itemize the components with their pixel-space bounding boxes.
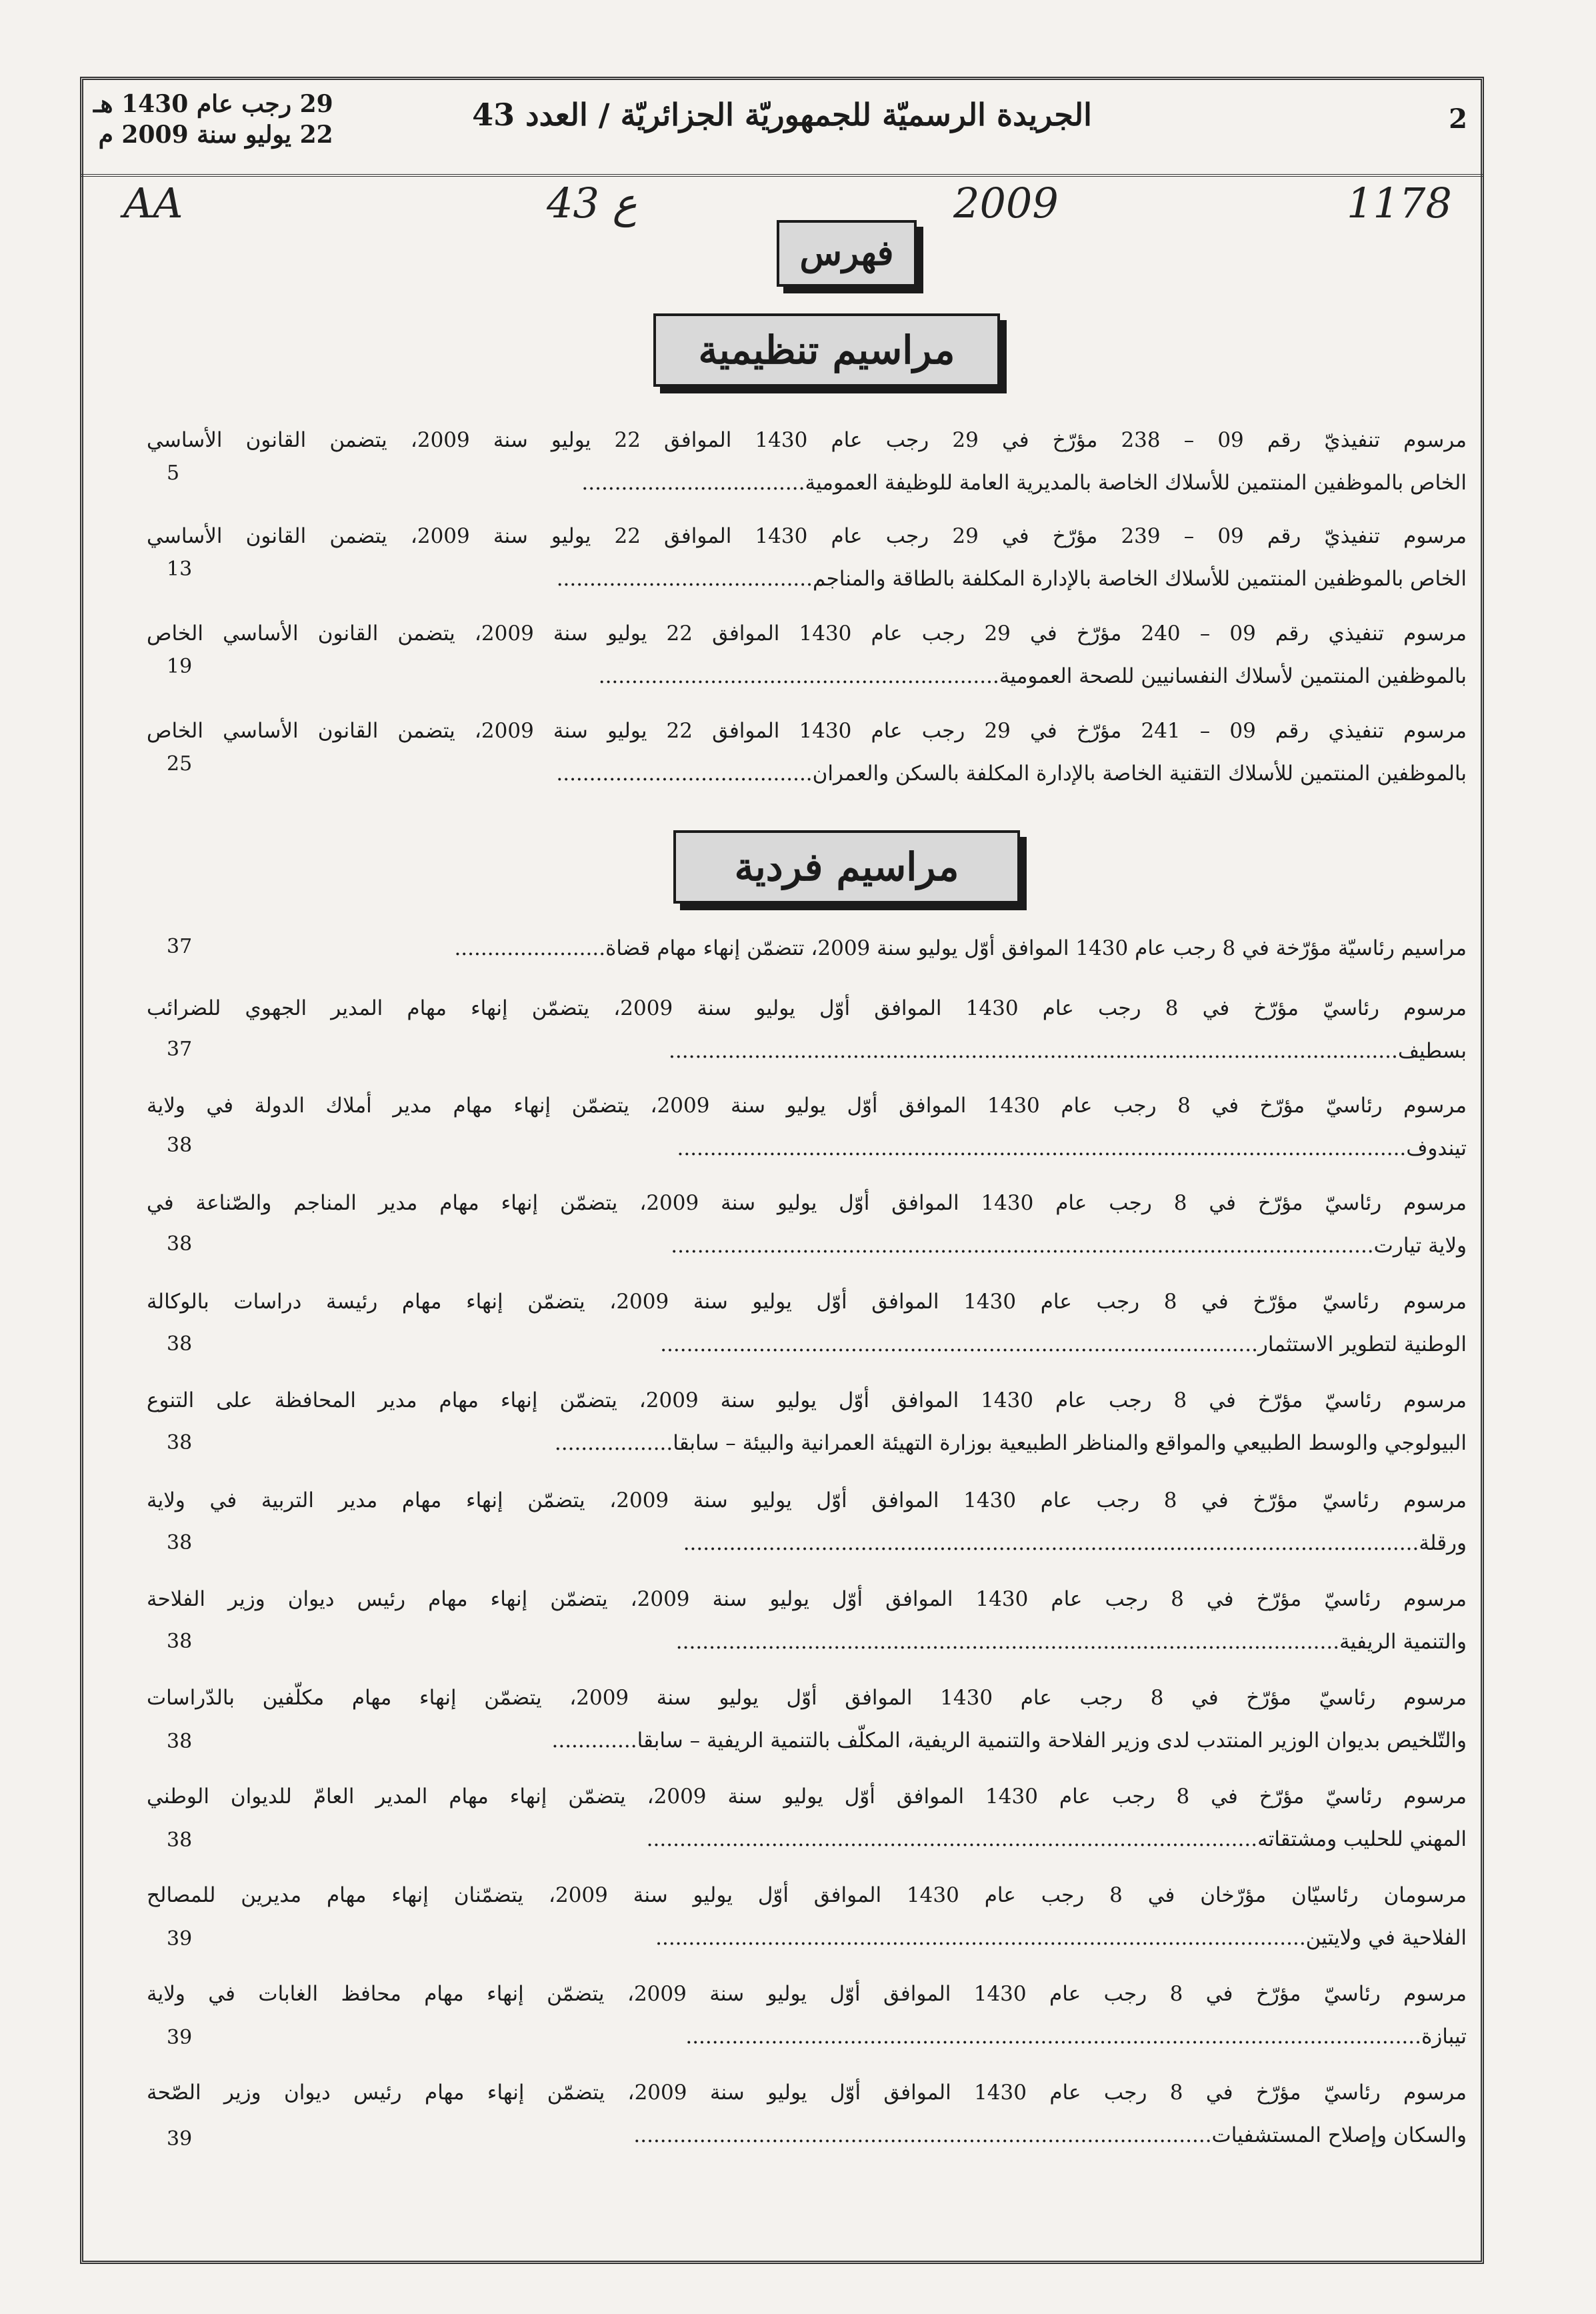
handwritten-note-3: 2009 <box>953 179 1059 227</box>
toc-entry <box>147 2071 1467 2157</box>
index-title: فهرس <box>777 220 917 287</box>
entry-line: مرسوم رئاسيّ مؤرّخ في 8 رجب عام 1430 الموافق أوّل يوليو سنة 2009، يتضمّن إنهاء مهام رئيس ديوان وزير الصّحة <box>147 2081 1467 2105</box>
entry-line: والسكان وإصلاح المستشفيات........................................................................................ <box>633 2123 1467 2147</box>
entry-line: الوطنية لتطوير الاستثمار........................................................................................... <box>660 1332 1467 1356</box>
toc-entry <box>147 1578 1467 1663</box>
toc-entry <box>147 710 1467 795</box>
entry-page-number: 37 <box>167 1038 193 1061</box>
entry-line: مرسوم رئاسيّ مؤرّخ في 8 رجب عام 1430 الموافق أوّل يوليو سنة 2009، يتضمّن إنهاء مهام المدير الجهوي للضرائب <box>147 996 1467 1020</box>
entry-line: مرسوم رئاسيّ مؤرّخ في 8 رجب عام 1430 الموافق أوّل يوليو سنة 2009، يتضمّن إنهاء مهام محافظ الغابات في ولاية <box>147 1982 1467 2006</box>
section-title-regulatory: مراسيم تنظيمية <box>653 313 1000 387</box>
toc-entry <box>147 927 1467 970</box>
entry-line: بالموظفين المنتمين لأسلاك النفسانيين للصحة العمومية............................................................. <box>598 664 1467 688</box>
handwritten-note-1: AA <box>123 179 183 227</box>
entry-page-number: 38 <box>167 1730 193 1753</box>
entry-line: تيندوف............................................................................................................... <box>677 1136 1467 1160</box>
entry-line: بالموظفين المنتمين للأسلاك التقنية الخاصة بالإدارة المكلفة بالسكن والعمران....................................... <box>556 762 1467 786</box>
entry-page-number: 37 <box>167 935 193 958</box>
entry-line: مراسيم رئاسيّة مؤرّخة في 8 رجب عام 1430 الموافق أوّل يوليو سنة 2009، تتضمّن إنهاء مهام قضاة....................... <box>454 936 1467 960</box>
entry-line: مرسوم رئاسيّ مؤرّخ في 8 رجب عام 1430 الموافق أوّل يوليو سنة 2009، يتضمّن إنهاء مهام رئيسة دراسات بالوكالة <box>147 1290 1467 1314</box>
entry-page-number: 38 <box>167 1531 193 1554</box>
entry-line: مرسوم تنفيذيّ رقم 09 – 238 مؤرّخ في 29 رجب عام 1430 الموافق 22 يوليو سنة 2009، يتضمن القانون الأساسي <box>147 428 1467 452</box>
toc-entry <box>147 515 1467 600</box>
entry-line: تيبازة................................................................................................................ <box>685 2025 1467 2049</box>
toc-entry <box>147 1479 1467 1564</box>
toc-entry <box>147 1775 1467 1861</box>
entry-line: مرسوم تنفيذيّ رقم 09 – 239 مؤرّخ في 29 رجب عام 1430 الموافق 22 يوليو سنة 2009، يتضمن القانون الأساسي <box>147 524 1467 548</box>
header-date-gregorian: 22 يوليو سنة 2009 م <box>98 121 333 149</box>
toc-entry <box>147 419 1467 504</box>
entry-page-number: 38 <box>167 1829 193 1852</box>
entry-page-number: 38 <box>167 1332 193 1356</box>
header-title: الجريدة الرسميّة للجمهوريّة الجزائريّة / العدد 43 <box>472 97 1092 133</box>
toc-entry <box>147 1084 1467 1170</box>
entry-line: بسطيف............................................................................................................... <box>669 1039 1467 1063</box>
entry-line: المهني للحليب ومشتقاته............................................................................................. <box>646 1827 1467 1851</box>
toc-entry <box>147 1973 1467 2058</box>
section-title-individual: مراسيم فردية <box>673 830 1020 904</box>
entry-line: الخاص بالموظفين المنتمين للأسلاك الخاصة بالمديرية العامة للوظيفة العمومية.................................. <box>581 471 1467 495</box>
entry-line: الخاص بالموظفين المنتمين للأسلاك الخاصة بالإدارة المكلفة بالطاقة والمناجم....................................... <box>556 567 1467 591</box>
entry-line: مرسوم رئاسيّ مؤرّخ في 8 رجب عام 1430 الموافق أوّل يوليو سنة 2009، يتضمّن إنهاء مهام مدير أملاك الدولة في ولاية <box>147 1094 1467 1118</box>
toc-entry <box>147 1280 1467 1366</box>
entry-line: ورقلة................................................................................................................ <box>683 1531 1467 1555</box>
entry-page-number: 38 <box>167 1431 193 1454</box>
entry-line: ولاية تيارت........................................................................................................... <box>671 1234 1467 1258</box>
toc-entry <box>147 1379 1467 1464</box>
header-page-number: 2 <box>1449 103 1467 135</box>
entry-line: مرسوم تنفيذي رقم 09 – 240 مؤرّخ في 29 رجب عام 1430 الموافق 22 يوليو سنة 2009، يتضمن القانون الأساسي الخاص <box>147 622 1467 646</box>
page-header <box>80 77 1484 177</box>
entry-page-number: 38 <box>167 1630 193 1653</box>
entry-line: الفلاحية في ولايتين................................................................................................... <box>655 1926 1467 1950</box>
toc-entry <box>147 1874 1467 1959</box>
handwritten-note-4: 1178 <box>1347 179 1452 227</box>
toc-entry <box>147 1676 1467 1762</box>
entry-page-number: 13 <box>167 557 193 581</box>
entry-page-number: 39 <box>167 1927 193 1951</box>
toc-entry <box>147 612 1467 698</box>
entry-line: مرسوم رئاسيّ مؤرّخ في 8 رجب عام 1430 الموافق أوّل يوليو سنة 2009، يتضمّن إنهاء مهام مكلّفين بالدّراسات <box>147 1686 1467 1710</box>
entry-line: مرسوم رئاسيّ مؤرّخ في 8 رجب عام 1430 الموافق أوّل يوليو سنة 2009، يتضمّن إنهاء مهام مدير المناجم والصّناعة في <box>147 1191 1467 1215</box>
entry-line: مرسومان رئاسيّان مؤرّخان في 8 رجب عام 1430 الموافق أوّل يوليو سنة 2009، يتضمّنان إنهاء مهام مديرين للمصالح <box>147 1883 1467 1907</box>
entry-page-number: 5 <box>167 461 180 485</box>
entry-line: البيولوجي والوسط الطبيعي والمواقع والمناظر الطبيعية بوزارة التهيئة العمرانية والبيئة – سابقا.................. <box>554 1431 1467 1455</box>
entry-page-number: 39 <box>167 2127 193 2151</box>
entry-page-number: 19 <box>167 655 193 678</box>
entry-line: مرسوم رئاسيّ مؤرّخ في 8 رجب عام 1430 الموافق أوّل يوليو سنة 2009، يتضمّن إنهاء مهام مدير التربية في ولاية <box>147 1488 1467 1512</box>
entry-line: مرسوم رئاسيّ مؤرّخ في 8 رجب عام 1430 الموافق أوّل يوليو سنة 2009، يتضمّن إنهاء مهام مدير المحافظة على التنوع <box>147 1388 1467 1412</box>
entry-line: مرسوم رئاسيّ مؤرّخ في 8 رجب عام 1430 الموافق أوّل يوليو سنة 2009، يتضمّن إنهاء مهام رئيس ديوان وزير الفلاحة <box>147 1587 1467 1611</box>
toc-entry <box>147 987 1467 1072</box>
entry-page-number: 25 <box>167 752 193 776</box>
entry-line: مرسوم تنفيذي رقم 09 – 241 مؤرّخ في 29 رجب عام 1430 الموافق 22 يوليو سنة 2009، يتضمن القانون الأساسي الخاص <box>147 719 1467 743</box>
header-date-hijri: 29 رجب عام 1430 هـ <box>93 90 333 118</box>
toc-entry <box>147 1182 1467 1267</box>
entry-line: مرسوم رئاسيّ مؤرّخ في 8 رجب عام 1430 الموافق أوّل يوليو سنة 2009، يتضمّن إنهاء مهام المدير العامّ للديوان الوطني <box>147 1785 1467 1809</box>
entry-page-number: 38 <box>167 1232 193 1256</box>
handwritten-note-2: 43 ع <box>547 179 637 227</box>
entry-line: والتّلخيص بديوان الوزير المنتدب لدى وزير الفلاحة والتنمية الريفية، المكلّف بالتنمية الريفية – سابقا............. <box>551 1728 1467 1753</box>
entry-line: والتنمية الريفية..................................................................................................... <box>675 1630 1467 1654</box>
entry-page-number: 39 <box>167 2026 193 2049</box>
entry-page-number: 38 <box>167 1134 193 1157</box>
